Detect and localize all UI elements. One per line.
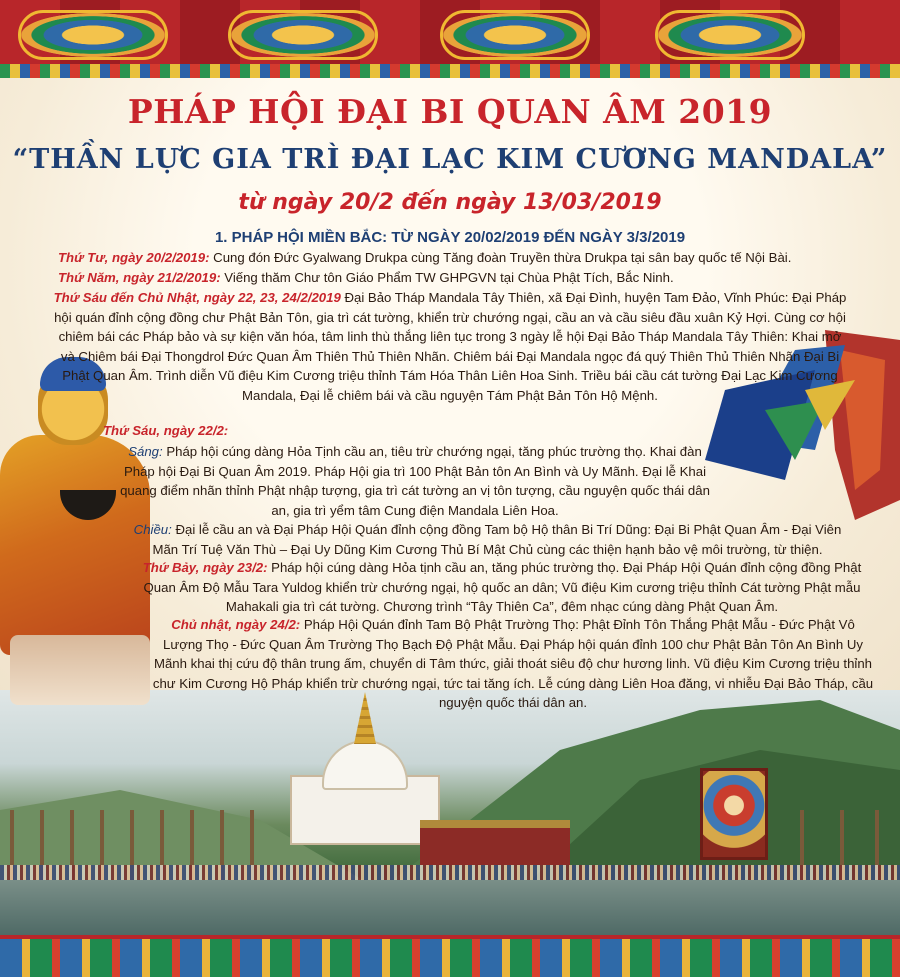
top-decorative-border	[0, 0, 900, 78]
session-label: Chiều:	[133, 522, 172, 537]
lake	[0, 880, 900, 935]
schedule-text: Đại Bảo Tháp Mandala Tây Thiên, xã Đại Đình, huyện Tam Đảo, Vĩnh Phúc: Đại Pháp hội quán đỉnh cộng đồng chư Phật Bản Tôn, gia trì cát tường, khiển trừ chướng ngại, cầu an và cầu siêu đầu xuân Kỷ Hợi. Cùng cơ hội chiêm bái các Pháp bảo và sự kiện văn hóa, tâm linh thù thắng liên tục trong 3 ngày lễ hội Đại Bảo Tháp Mandala Tây Thiên: Khai mở và Chiêm bái Đại Thongdrol Đức Quan Âm Thiên Thủ Thiên Nhãn. Chiêm bái Đại Mandala ngọc đá quý Thiên Thủ Thiên Nhãn Đại Bi Phật Quan Âm. Trình diễn Vũ điệu Kim Cương triệu thỉnh Tám Hóa Thân Liên Hoa Sinh. Triều bái cầu cát tường Đại Lạc Kim Cương Mandala, Đại lễ chiêm bái và cầu nguyện Tám Phật Bản Tôn Hộ Mệnh.	[54, 290, 847, 403]
stupa-landscape-photo	[0, 690, 900, 935]
ornament-motif	[655, 10, 805, 60]
schedule-text: Pháp hội cúng dàng Hỏa tịnh cầu an, tăng phúc trường thọ. Đại Pháp Hội Quán đỉnh cộng đồng Phật Quan Âm Độ Mẫu Tara Yuldog khiển trừ chướng ngại, hộ quốc an dân; Vũ điệu Kim cương triệu thỉnh Cát tường Phật mẫu Mahakali gia trì cát tường. Chương trình “Tây Thiên Ca”, đêm nhạc cúng dàng Phật Quan Âm.	[143, 560, 862, 614]
schedule-text: Cung đón Đức Gyalwang Drukpa cùng Tăng đoàn Truyền thừa Drukpa tại sân bay quốc tế Nội Bài.	[209, 250, 792, 265]
schedule-date-label: Chủ nhật, ngày 24/2:	[171, 617, 301, 632]
schedule-wed	[58, 248, 848, 268]
temple-hall	[420, 820, 570, 865]
poster-title: PHÁP HỘI ĐẠI BI QUAN ÂM 2019	[127, 92, 773, 131]
thangka-banner	[700, 768, 768, 860]
schedule-text: Viếng thăm Chư tôn Giáo Phẩm TW GHPGVN tại Chùa Phật Tích, Bắc Ninh.	[220, 270, 674, 285]
schedule-text: Pháp Hội Quán đỉnh Tam Bộ Phật Trường Thọ: Phật Đỉnh Tôn Thắng Phật Mẫu - Đức Phật Vô Lượng Thọ - Đức Quan Âm Trường Thọ Bạch Độ Phật Mẫu. Đại Pháp hội quán đỉnh 100 chư Phật Bản Tôn An Bình Uy Mãnh khai thị cứu độ thân trung ấm, chuyển di Tâm thức, giải thoát siêu độ chư hương linh. Vũ điệu Kim Cương triệu thỉnh chư Kim Cương Hộ Pháp khiển trừ chướng ngại, tức tai tăng ích. Lễ cúng dàng Liên Hoa đăng, vi nhiễu Đại Bảo Tháp, cầu nguyện quốc thái dân an.	[152, 617, 874, 710]
schedule-sat	[142, 558, 862, 617]
schedule-date-label: Thứ Năm, ngày 21/2/2019:	[58, 270, 221, 285]
ornament-motif	[440, 10, 590, 60]
bottom-decorative-border	[0, 935, 900, 977]
ornament-motif	[18, 10, 168, 60]
schedule-fri-morning	[112, 442, 718, 520]
schedule-date-label: Thứ Tư, ngày 20/2/2019:	[58, 250, 210, 265]
schedule-date-label: Thứ Sáu, ngày 22/2:	[103, 423, 229, 438]
schedule-fri-to-sun	[52, 288, 848, 405]
schedule-date-label: Thứ Bảy, ngày 23/2:	[142, 560, 268, 575]
border-stripe	[0, 64, 900, 78]
schedule-date-label: Thứ Sáu đến Chủ Nhật, ngày 22, 23, 24/2/2019	[53, 290, 341, 305]
figure-skirt	[10, 635, 150, 705]
ornament-motif	[228, 10, 378, 60]
event-dates: từ ngày 20/2 đến ngày 13/03/2019	[238, 190, 662, 215]
schedule-thu	[58, 268, 848, 288]
schedule-text: Pháp hội cúng dàng Hỏa Tịnh cầu an, tiêu trừ chướng ngại, tăng phúc trường thọ. Khai đàn Pháp hội Đại Bi Quan Âm 2019. Pháp Hội gia trì 100 Phật Bản tôn An Bình và Uy Mãnh. Đại lễ Khai quang điểm nhãn thỉnh Phật nhập tượng, gia trì cát tường an vị tôn tượng, cầu nguyện quốc thái dân an, gia trì yểm tâm Cung điện Mandala Liên Hoa.	[120, 444, 710, 518]
schedule-sun	[152, 615, 874, 713]
poster-subtitle: “THẦN LỰC GIA TRÌ ĐẠI LẠC KIM CƯƠNG MANDALA”	[12, 144, 888, 175]
session-label: Sáng:	[128, 444, 163, 459]
schedule-fri-afternoon	[120, 520, 855, 559]
section-heading: 1. PHÁP HỘI MIỀN BẮC: TỪ NGÀY 20/02/2019 ĐẾN NGÀY 3/3/2019	[214, 229, 686, 246]
schedule-fri-heading	[103, 421, 403, 441]
schedule-text: Đại lễ cầu an và Đại Pháp Hội Quán đỉnh cộng đồng Tam bộ Hộ thân Bi Trí Dũng: Đại Bi Phật Quan Âm - Đại Viên Mãn Trí Tuệ Văn Thù – Đại Uy Dũng Kim Cương Thủ Bí Mật Chủ cùng các thiện hạnh bảo vệ môi trường, từ thiện.	[152, 522, 842, 557]
